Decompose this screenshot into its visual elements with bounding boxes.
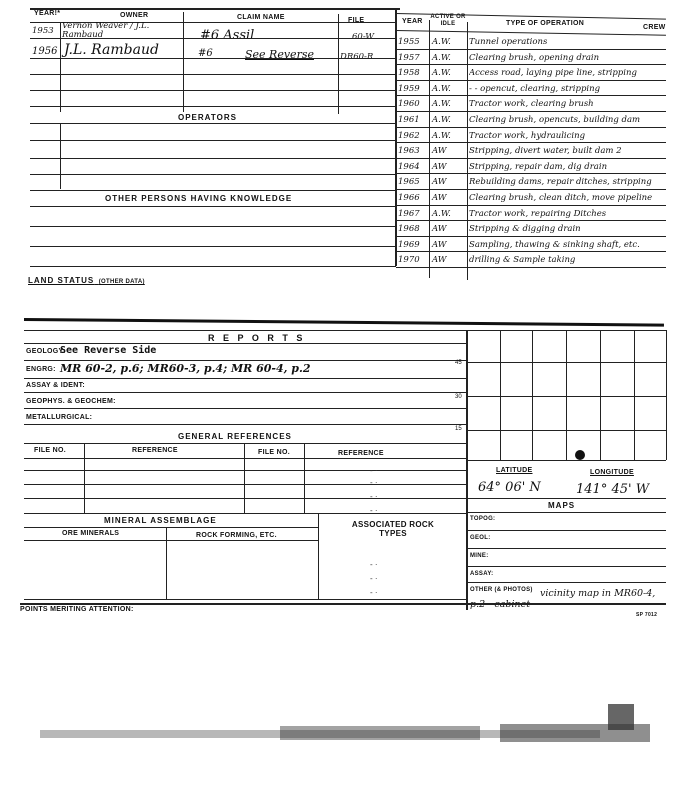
operation-status: A.W. [432, 130, 451, 141]
header-claim-name: CLAIM NAME [237, 14, 285, 21]
grid-col-line [566, 330, 567, 460]
operation-type: Access road, laying pipe line, stripping [469, 68, 637, 79]
margin-15: 15 [455, 426, 462, 432]
owner-row-1-owner: Vernon Weaver / J.L. Rambaud [62, 21, 150, 40]
operation-year: 1961 [398, 115, 420, 125]
grid-row-line [466, 460, 666, 461]
operation-row-rule [396, 142, 666, 143]
maps-other-label: OTHER (& PHOTOS) [470, 587, 533, 593]
operation-year: 1959 [398, 83, 420, 94]
operation-status: A.W. [432, 83, 451, 94]
operation-status: A.W. [432, 115, 451, 125]
operation-row-rule [396, 64, 666, 65]
general-references-title: GENERAL REFERENCES [178, 432, 292, 441]
grid-row-line [466, 362, 666, 363]
operation-type: Tractor work, hydraulicing [469, 130, 586, 141]
operation-type: - - opencut, clearing, stripping [469, 83, 601, 94]
operation-type: Stripping, repair dam, dig drain [469, 161, 608, 172]
operation-type: Rebuilding dams, repair ditches, stripping [469, 177, 652, 188]
operation-year: 1958 [398, 68, 420, 79]
latitude-label: LATITUDE [496, 467, 533, 474]
operation-year: 1957 [398, 52, 420, 63]
owner-row-2-file: DR60-R [340, 52, 374, 62]
land-status-subtitle: (OTHER DATA) [98, 279, 145, 285]
operation-year: 1969 [398, 239, 420, 250]
grid-col-line [634, 330, 635, 460]
engrg-label: ENGRG: [26, 366, 56, 373]
operation-type: Tractor work, clearing brush [469, 99, 594, 110]
operation-row-rule [396, 205, 666, 206]
operation-type: Stripping & digging drain [469, 224, 581, 235]
geology-value: See Reverse Side [60, 345, 157, 356]
operation-row-rule [396, 173, 666, 174]
owner-row-2-owner: J.L. Rambaud [64, 42, 159, 58]
operation-year: 1964 [398, 161, 420, 172]
operation-year: 1970 [398, 255, 420, 266]
header-crew: CREW [643, 24, 666, 31]
operation-year: 1966 [398, 193, 420, 203]
maps-title: MAPS [548, 501, 576, 510]
metallurgical-label: METALLURGICAL: [26, 414, 93, 421]
operation-status: A.W. [432, 52, 451, 63]
dash-mark: - · [370, 492, 378, 501]
points-meriting-attention-label: POINTS MERITING ATTENTION: [20, 606, 134, 613]
land-status-label [28, 270, 145, 288]
margin-45: 45 [455, 360, 462, 366]
grid-row-line [466, 396, 666, 397]
margin-30: 30 [455, 394, 462, 400]
latitude-value: 64° 06' N [478, 480, 541, 495]
operation-status: AW [432, 255, 447, 266]
operation-type: Tractor work, repairing Ditches [469, 208, 607, 219]
form-number: SP 7012 [636, 612, 658, 618]
header-year: YEAR!* [34, 10, 61, 17]
operation-type: Sampling, thawing & sinking shaft, etc. [469, 239, 640, 250]
operation-status: AW [432, 146, 447, 157]
mineral-assemblage-title: MINERAL ASSEMBLAGE [104, 516, 217, 525]
operation-status: A.W. [432, 99, 451, 110]
longitude-value: 141° 45' W [576, 482, 650, 497]
operation-status: AW [432, 193, 447, 203]
dash-mark: - · [370, 506, 378, 515]
dash-mark: - · [370, 478, 378, 487]
operation-row-rule [396, 251, 666, 252]
owner-row-2-note: See Reverse [245, 48, 314, 61]
rock-forming-header: ROCK FORMING, ETC. [196, 532, 277, 539]
ore-minerals-header: ORE MINERALS [62, 530, 120, 537]
operation-row-rule [396, 49, 666, 50]
operation-status: AW [432, 224, 447, 235]
operation-year: 1965 [398, 177, 420, 188]
gen-ref-file-no: FILE NO. [34, 447, 66, 454]
operation-type: Stripping, divert water, built dam 2 [469, 146, 622, 157]
operation-year: 1968 [398, 224, 420, 235]
maps-mine: MINE: [470, 553, 489, 559]
operation-row-rule [396, 111, 666, 112]
operation-status: AW [432, 177, 447, 188]
dash-mark: - · [370, 588, 378, 597]
operation-type: drilling & Sample taking [469, 255, 576, 266]
gen-ref-reference-2: REFERENCE [338, 450, 384, 457]
scan-band-3 [500, 724, 650, 742]
operation-type: Tunnel operations [469, 37, 548, 47]
operation-status: A.W. [432, 68, 451, 79]
grid-col-line [466, 330, 467, 460]
grid-col-line [532, 330, 533, 460]
assay-label: ASSAY & IDENT: [26, 382, 86, 389]
operation-status: AW [432, 239, 447, 250]
gen-ref-reference: REFERENCE [132, 447, 178, 454]
grid-col-line [600, 330, 601, 460]
associated-rock-types-title: ASSOCIATED ROCK TYPES [351, 520, 435, 538]
operation-row-rule [396, 236, 666, 237]
operation-row-rule [396, 220, 666, 221]
operation-row-rule [396, 158, 666, 159]
grid-row-line [466, 430, 666, 431]
grid-col-line [666, 330, 667, 460]
header-owner: OWNER [120, 12, 149, 19]
operation-row-rule [396, 127, 666, 128]
owner-row-2-claim: #6 [198, 48, 213, 59]
grid-col-line [500, 330, 501, 460]
maps-geol: GEOL: [470, 535, 491, 541]
header-file: FILE [348, 17, 365, 24]
operation-status: A.W. [432, 208, 451, 219]
operation-type: Clearing brush, opening drain [469, 52, 600, 63]
header-type-of-operation: TYPE OF OPERATION [506, 20, 585, 27]
operation-year: 1967 [398, 208, 420, 219]
geology-label: GEOLOGY: [26, 348, 66, 355]
operation-status: AW [432, 161, 447, 172]
operation-row-rule [396, 267, 666, 268]
maps-topog: TOPOG: [470, 516, 496, 522]
owner-row-2-year: 1956 [32, 46, 58, 57]
operation-row-rule [396, 80, 666, 81]
dash-mark: - · [370, 574, 378, 583]
operation-year: 1962 [398, 130, 420, 141]
reports-title: R E P O R T S [208, 333, 306, 343]
other-persons-label: OTHER PERSONS HAVING KNOWLEDGE [105, 194, 293, 203]
geophys-label: GEOPHYS. & GEOCHEM: [26, 398, 116, 405]
operation-type: Clearing brush, clean ditch, move pipeline [469, 193, 653, 203]
operation-row-rule [396, 95, 666, 96]
operation-type: Clearing brush, opencuts, building dam [469, 115, 641, 125]
header-active-idle: ACTIVE OR IDLE [430, 14, 466, 27]
operation-year: 1963 [398, 146, 420, 157]
maps-assay: ASSAY: [470, 571, 494, 577]
maps-other-value: vicinity map in MR60-4, p.2 - cabinet [470, 588, 656, 610]
grid-row-line [466, 330, 666, 331]
operation-status: A.W. [432, 37, 451, 47]
engrg-value: MR 60-2, p.6; MR60-3, p.4; MR 60-4, p.2 [60, 362, 311, 375]
grid-dot-icon [575, 450, 585, 460]
dash-mark: - · [370, 466, 378, 475]
owner-row-1-year: 1953 [32, 26, 54, 36]
gen-ref-file-no-2: FILE NO. [258, 449, 290, 456]
operation-row-rule [396, 189, 666, 190]
operation-year: 1960 [398, 99, 420, 110]
owner-row-1-claim: #6 Assil [200, 28, 255, 43]
longitude-label: LONGITUDE [590, 469, 634, 476]
header-year-ops: YEAR [402, 18, 423, 25]
dash-mark: - · [370, 560, 378, 569]
operators-label: OPERATORS [178, 113, 237, 122]
operation-year: 1955 [398, 37, 420, 47]
owner-row-1-file: 60-W [352, 32, 374, 42]
scan-band-2 [280, 726, 480, 740]
land-status-title: LAND STATUS [28, 276, 95, 285]
